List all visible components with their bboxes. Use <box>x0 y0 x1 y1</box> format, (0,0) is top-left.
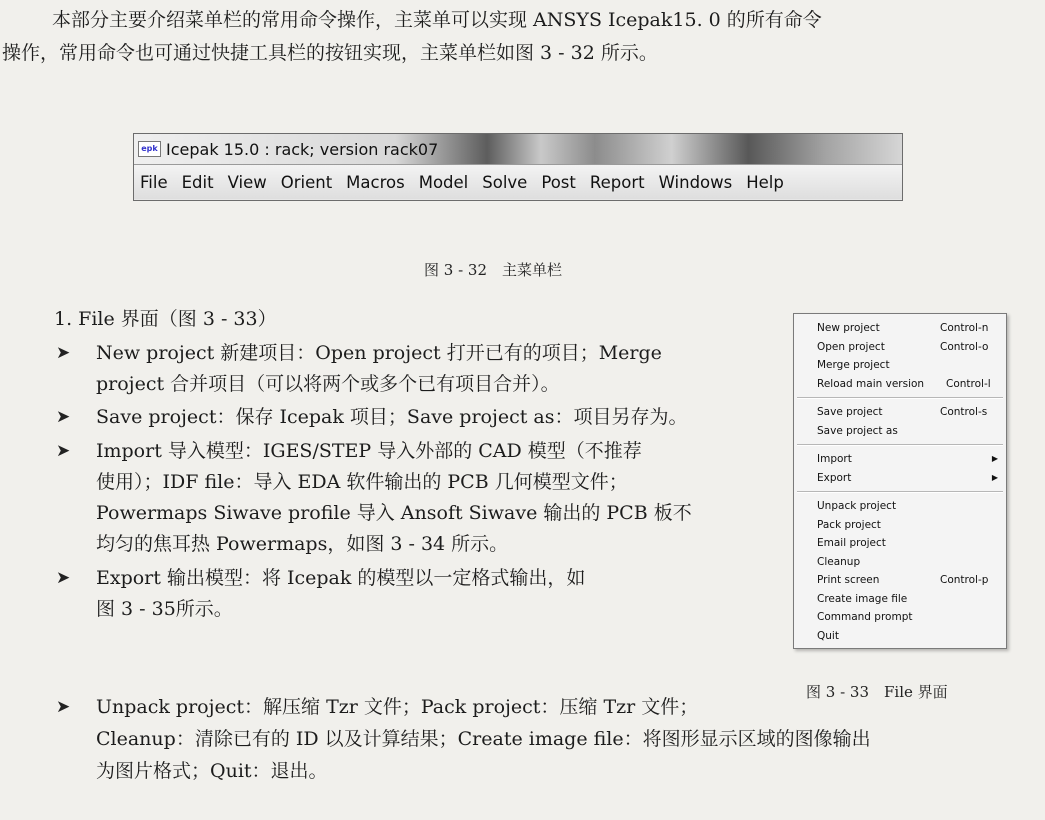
intro-line-2: 操作，常用命令也可通过快捷工具栏的按钮实现，主菜单栏如图 3 - 32 所示。 <box>2 42 658 64</box>
bullet-item <box>54 338 784 400</box>
menu-item-label: Email project <box>817 537 886 549</box>
menu-item-label: Unpack project <box>817 500 897 512</box>
bullet-arrow-icon: ➤ <box>56 697 71 717</box>
bullet-line: 使用）；IDF file：导入 EDA 软件输出的 PCB 几何模型文件； <box>96 471 628 493</box>
section-heading: 1. File 界面（图 3 - 33） <box>54 308 277 330</box>
menu-item-label: Open project <box>817 340 885 353</box>
figure-caption-3-32: 图 3 - 32 主菜单栏 <box>424 261 563 279</box>
menu-item-unpack-project[interactable] <box>794 497 1006 516</box>
menu-separator <box>797 444 1003 446</box>
menu-macros[interactable]: Macros <box>346 172 405 192</box>
menu-windows[interactable]: Windows <box>658 172 733 192</box>
bullet-line: 均匀的焦耳热 Powermaps，如图 3 - 34 所示。 <box>96 533 509 555</box>
menu-bar <box>134 165 902 199</box>
menu-item-label: Reload main version <box>817 377 925 390</box>
menu-item-cleanup[interactable] <box>794 553 1006 572</box>
menu-edit[interactable]: Edit <box>181 172 214 192</box>
menu-report[interactable]: Report <box>589 172 645 192</box>
shortcut-label: Control-o <box>940 340 989 353</box>
menu-item-merge-project[interactable] <box>794 356 1006 375</box>
bullet-line: Unpack project：解压缩 Tzr 文件；Pack project：压缩 Tzr 文件； <box>96 696 699 718</box>
shortcut-label: Control-l <box>946 377 991 390</box>
menu-model[interactable]: Model <box>418 172 469 192</box>
shortcut-label: Control-n <box>940 322 989 334</box>
bullet-item <box>54 563 784 625</box>
menu-file[interactable]: File <box>140 172 168 192</box>
bullet-arrow-icon: ➤ <box>56 568 71 588</box>
menu-view[interactable]: View <box>227 172 267 192</box>
menu-item-command-prompt[interactable] <box>794 608 1006 627</box>
intro-line-1: 本部分主要介绍菜单栏的常用命令操作，主菜单可以实现 ANSYS Icepak15. 0 的所有命令 <box>52 9 822 31</box>
menu-item-label: Export <box>817 471 852 484</box>
bullet-line: Import 导入模型：IGES/STEP 导入外部的 CAD 模型（不推荐 <box>96 440 642 462</box>
menu-item-export[interactable] <box>794 469 1006 488</box>
shortcut-label: Control-p <box>940 574 989 586</box>
menu-separator <box>797 491 1003 493</box>
bullet-line: project 合并项目（可以将两个或多个已有项目合并）。 <box>96 373 560 395</box>
bullet-list <box>54 338 784 629</box>
file-menu-figure <box>793 313 1007 649</box>
menu-item-label: Import <box>817 453 852 465</box>
menu-item-label: Pack project <box>817 518 881 531</box>
menu-separator <box>797 397 1003 399</box>
submenu-arrow-icon: ▶ <box>991 472 998 482</box>
bullet-arrow-icon: ➤ <box>56 407 71 427</box>
figure-caption-3-33: 图 3 - 33 File 界面 <box>806 683 948 701</box>
menu-item-label: Command prompt <box>817 611 913 623</box>
bullet-line: Save project：保存 Icepak 项目；Save project as：项目另存为。 <box>96 406 688 428</box>
intro-paragraph <box>0 4 1040 70</box>
submenu-arrow-icon: ▶ <box>991 454 998 463</box>
menu-solve[interactable]: Solve <box>482 172 528 192</box>
main-menubar-figure <box>133 133 903 201</box>
menu-help[interactable]: Help <box>746 172 784 192</box>
menu-item-quit[interactable] <box>794 627 1006 646</box>
menu-orient[interactable]: Orient <box>280 172 333 192</box>
bullet-item <box>54 436 784 560</box>
menu-item-label: New project <box>817 322 880 334</box>
window-title: Icepak 15.0 : rack; version rack07 <box>166 139 439 159</box>
menu-item-print-screen[interactable] <box>794 571 1006 590</box>
menu-item-label: Print screen <box>817 574 880 586</box>
menu-item-import[interactable] <box>794 450 1006 469</box>
menu-item-label: Save project <box>817 406 883 418</box>
menu-item-save-project-as[interactable] <box>794 422 1006 441</box>
bullet-item <box>54 691 1039 787</box>
bullet-arrow-icon: ➤ <box>56 441 71 461</box>
bullet-line: Powermaps Siwave profile 导入 Ansoft Siwave 输出的 PCB 板不 <box>96 502 692 524</box>
bullet-line: Export 输出模型：将 Icepak 的模型以一定格式输出，如 <box>96 567 586 589</box>
menu-item-label: Save project as <box>817 424 898 437</box>
menu-post[interactable]: Post <box>541 172 576 192</box>
menu-item-reload-main-version[interactable] <box>794 375 1006 394</box>
menu-item-label: Quit <box>817 629 839 642</box>
menu-item-open-project[interactable] <box>794 338 1006 357</box>
menu-item-new-project[interactable] <box>794 319 1006 338</box>
menu-item-create-image-file[interactable] <box>794 590 1006 609</box>
icepak-app-icon: epk <box>138 141 161 157</box>
bullet-item <box>54 402 784 433</box>
menu-item-label: Create image file <box>817 592 908 605</box>
menu-item-label: Cleanup <box>817 555 861 568</box>
shortcut-label: Control-s <box>940 406 988 418</box>
menu-item-save-project[interactable] <box>794 403 1006 422</box>
window-titlebar <box>134 134 902 165</box>
menu-item-pack-project[interactable] <box>794 516 1006 535</box>
bullet-line: 图 3 - 35所示。 <box>96 598 233 620</box>
menu-item-email-project[interactable] <box>794 534 1006 553</box>
bullet-arrow-icon: ➤ <box>56 343 71 363</box>
bullet-line: 为图片格式；Quit：退出。 <box>96 760 328 782</box>
bullet-list-wide <box>54 691 1039 787</box>
bullet-line: New project 新建项目：Open project 打开已有的项目；Merge <box>96 342 662 364</box>
menu-item-label: Merge project <box>817 359 890 371</box>
bullet-line: Cleanup：清除已有的 ID 以及计算结果；Create image file：将图形显示区域的图像输出 <box>96 728 871 750</box>
